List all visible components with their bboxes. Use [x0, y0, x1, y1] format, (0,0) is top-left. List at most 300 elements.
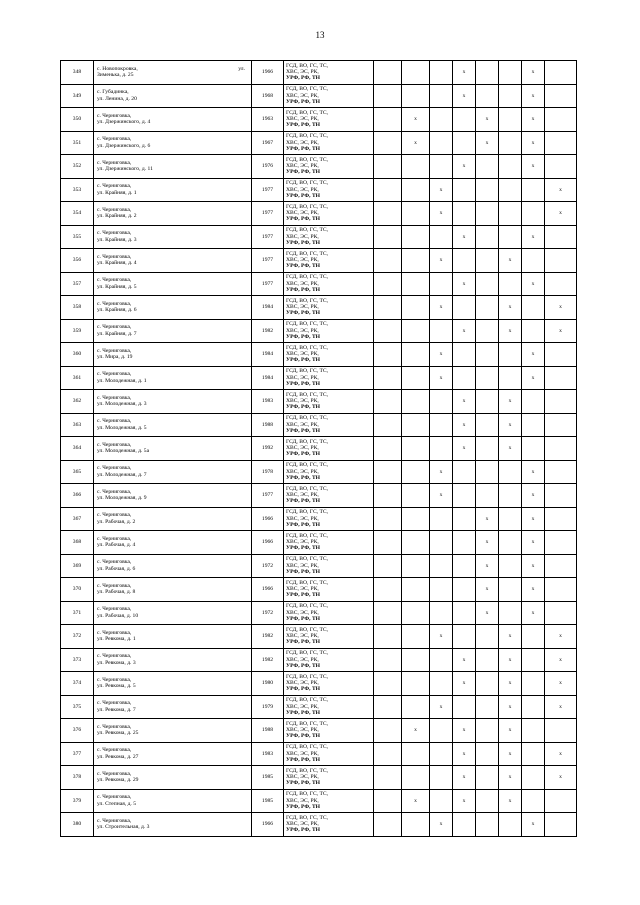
period-cell	[499, 131, 522, 155]
year-built: 1983	[252, 742, 284, 766]
period-cell	[374, 108, 402, 132]
table-row	[61, 484, 577, 508]
period-cell	[499, 84, 522, 108]
address-street: ул. Дзержинского, д. 11	[97, 166, 153, 173]
address-settlement-text: с. Черниговка,	[97, 559, 132, 566]
systems-line: УРФ, РФ, ТН	[286, 639, 321, 646]
systems-line: УРФ, РФ, ТН	[286, 427, 321, 434]
address-settlement-text: с. Черниговка,	[97, 747, 132, 754]
period-mark: х	[499, 319, 522, 343]
address-street: ул. Ревкома, д. 27	[97, 753, 139, 760]
year-built: 1966	[252, 507, 284, 531]
table-row	[61, 366, 577, 390]
period-cell	[545, 84, 577, 108]
period-mark: х	[522, 343, 545, 367]
address-settlement-text: с. Черниговка,	[97, 206, 132, 213]
systems-line: УРФ, РФ, ТН	[286, 310, 321, 317]
address-settlement-text: с. Черниговка,	[97, 418, 132, 425]
period-cell	[476, 390, 499, 414]
address-settlement-text: с. Черниговка,	[97, 347, 132, 354]
address-cell	[94, 178, 252, 202]
period-cell	[476, 484, 499, 508]
row-number: 354	[61, 202, 94, 226]
period-cell	[374, 61, 402, 85]
systems-line: ХВС, ЭС, РК,	[286, 727, 319, 734]
address-cell	[94, 554, 252, 578]
systems-line: ГСД, ВО, ГС, ТС,	[286, 180, 329, 187]
row-number: 363	[61, 413, 94, 437]
systems-line: ХВС, ЭС, РК,	[286, 750, 319, 757]
period-cell	[374, 155, 402, 179]
address-street: ул. Молодежная, д. 7	[97, 471, 147, 478]
period-mark: х	[453, 319, 476, 343]
period-cell	[402, 601, 430, 625]
systems-line: УРФ, РФ, ТН	[286, 333, 321, 340]
period-cell	[430, 789, 453, 813]
period-cell	[545, 813, 577, 837]
systems-list	[284, 437, 374, 461]
period-cell	[545, 554, 577, 578]
year-built: 1966	[252, 578, 284, 602]
table-row	[61, 178, 577, 202]
period-cell	[374, 296, 402, 320]
systems-line: ХВС, ЭС, РК,	[286, 139, 319, 146]
period-cell	[430, 272, 453, 296]
period-cell	[476, 413, 499, 437]
period-mark: х	[545, 296, 577, 320]
address-street: ул. Крайняя, д. 3	[97, 236, 137, 243]
period-cell	[476, 695, 499, 719]
period-cell	[545, 108, 577, 132]
period-cell	[402, 61, 430, 85]
table-row	[61, 601, 577, 625]
address-settlement-text: с. Черниговка,	[97, 136, 132, 143]
row-number: 372	[61, 625, 94, 649]
systems-line: ГСД, ВО, ГС, ТС,	[286, 203, 329, 210]
period-cell	[374, 272, 402, 296]
row-number: 378	[61, 766, 94, 790]
table-row	[61, 813, 577, 837]
systems-line: ХВС, ЭС, РК,	[286, 327, 319, 334]
period-cell	[430, 648, 453, 672]
address-cell	[94, 578, 252, 602]
systems-line: УРФ, РФ, ТН	[286, 827, 321, 834]
period-cell	[374, 554, 402, 578]
address-street: ул. Рабочая, д. 10	[97, 612, 139, 619]
table-row	[61, 413, 577, 437]
period-mark: х	[522, 131, 545, 155]
systems-line: УРФ, РФ, ТН	[286, 145, 321, 152]
systems-line: УРФ, РФ, ТН	[286, 380, 321, 387]
systems-list	[284, 296, 374, 320]
row-number: 370	[61, 578, 94, 602]
address-cell	[94, 437, 252, 461]
systems-line: УРФ, РФ, ТН	[286, 451, 321, 458]
systems-line: ГСД, ВО, ГС, ТС,	[286, 438, 329, 445]
period-cell	[499, 460, 522, 484]
address-cell	[94, 249, 252, 273]
row-number: 356	[61, 249, 94, 273]
period-cell	[374, 813, 402, 837]
period-cell	[402, 390, 430, 414]
year-built: 1984	[252, 296, 284, 320]
systems-line: УРФ, РФ, ТН	[286, 733, 321, 740]
period-cell	[402, 272, 430, 296]
systems-line: УРФ, РФ, ТН	[286, 357, 321, 364]
period-mark: х	[522, 507, 545, 531]
period-mark: х	[430, 296, 453, 320]
period-cell	[374, 131, 402, 155]
address-street: ул. Молодежная, д. 3	[97, 401, 147, 408]
address-street: ул. Рабочая, д. 8	[97, 589, 136, 596]
address-settlement-text: с. Черниговка,	[97, 300, 132, 307]
address-settlement-text: с. Черниговка,	[97, 676, 132, 683]
address-street: ул. Крайняя, д. 1	[97, 189, 137, 196]
period-cell	[499, 108, 522, 132]
address-cell	[94, 61, 252, 85]
table-row	[61, 249, 577, 273]
row-number: 376	[61, 719, 94, 743]
table-row	[61, 625, 577, 649]
address-street: ул. Степная, д. 5	[97, 800, 137, 807]
address-street: ул. Крайняя, д. 4	[97, 260, 137, 267]
address-cell	[94, 531, 252, 555]
systems-line: ГСД, ВО, ГС, ТС,	[286, 720, 329, 727]
systems-line: УРФ, РФ, ТН	[286, 239, 321, 246]
systems-line: ГСД, ВО, ГС, ТС,	[286, 791, 329, 798]
period-cell	[545, 272, 577, 296]
period-cell	[402, 672, 430, 696]
row-number: 379	[61, 789, 94, 813]
address-settlement-text: с. Черниговка,	[97, 183, 132, 190]
systems-list	[284, 343, 374, 367]
systems-line: ГСД, ВО, ГС, ТС,	[286, 250, 329, 257]
period-mark: х	[522, 366, 545, 390]
systems-line: УРФ, РФ, ТН	[286, 75, 321, 82]
period-cell	[499, 343, 522, 367]
period-cell	[402, 507, 430, 531]
period-mark: х	[522, 554, 545, 578]
address-street: ул. Ревкома, д. 25	[97, 730, 139, 737]
year-built: 1984	[252, 343, 284, 367]
year-built: 1977	[252, 178, 284, 202]
period-cell	[545, 366, 577, 390]
systems-list	[284, 554, 374, 578]
table-row	[61, 319, 577, 343]
address-cell	[94, 601, 252, 625]
address-street: ул. Ленина, д. 20	[97, 95, 137, 102]
address-settlement-text: с. Черниговка,	[97, 441, 132, 448]
period-mark: х	[430, 343, 453, 367]
period-mark: х	[499, 648, 522, 672]
period-cell	[476, 155, 499, 179]
address-cell	[94, 766, 252, 790]
systems-line: ХВС, ЭС, РК,	[286, 233, 319, 240]
address-street: ул. Молодежная, д. 5а	[97, 448, 150, 455]
row-number: 355	[61, 225, 94, 249]
period-cell	[430, 108, 453, 132]
address-cell	[94, 84, 252, 108]
address-street: ул. Рабочая, д. 4	[97, 542, 136, 549]
table-row	[61, 648, 577, 672]
address-cell	[94, 719, 252, 743]
period-mark: х	[453, 789, 476, 813]
table-row	[61, 108, 577, 132]
period-mark: х	[476, 531, 499, 555]
row-number: 357	[61, 272, 94, 296]
period-mark: х	[545, 766, 577, 790]
systems-line: УРФ, РФ, ТН	[286, 780, 321, 787]
period-cell	[453, 131, 476, 155]
period-cell	[402, 178, 430, 202]
address-street: ул. Ревкома, д. 29	[97, 777, 139, 784]
period-cell	[402, 366, 430, 390]
systems-line: УРФ, РФ, ТН	[286, 686, 321, 693]
period-cell	[476, 366, 499, 390]
systems-list	[284, 61, 374, 85]
period-mark: х	[499, 296, 522, 320]
period-cell	[545, 531, 577, 555]
period-cell	[522, 648, 545, 672]
address-street: ул. Молодежная, д. 5	[97, 424, 147, 431]
period-mark: х	[499, 249, 522, 273]
systems-line: ГСД, ВО, ГС, ТС,	[286, 462, 329, 469]
address-settlement-text: с. Черниговка,	[97, 394, 132, 401]
period-cell	[453, 531, 476, 555]
period-cell	[476, 672, 499, 696]
systems-line: УРФ, РФ, ТН	[286, 545, 321, 552]
period-cell	[522, 789, 545, 813]
period-mark: х	[430, 460, 453, 484]
period-mark: х	[499, 437, 522, 461]
year-built: 1977	[252, 484, 284, 508]
address-settlement-text: с. Черниговка,	[97, 723, 132, 730]
period-cell	[499, 507, 522, 531]
period-mark: х	[453, 272, 476, 296]
year-built: 1979	[252, 695, 284, 719]
period-cell	[545, 460, 577, 484]
systems-list	[284, 719, 374, 743]
row-number: 348	[61, 61, 94, 85]
systems-list	[284, 789, 374, 813]
period-cell	[430, 84, 453, 108]
period-mark: х	[476, 554, 499, 578]
year-built: 1963	[252, 108, 284, 132]
period-cell	[499, 225, 522, 249]
period-mark: х	[453, 413, 476, 437]
period-cell	[453, 625, 476, 649]
period-mark: х	[453, 766, 476, 790]
address-cell	[94, 507, 252, 531]
period-cell	[476, 225, 499, 249]
address-cell	[94, 695, 252, 719]
table-row	[61, 554, 577, 578]
systems-line: ГСД, ВО, ГС, ТС,	[286, 62, 329, 69]
systems-list	[284, 742, 374, 766]
period-cell	[453, 813, 476, 837]
address-street: ул. Молодежная, д. 9	[97, 495, 147, 502]
period-mark: х	[453, 61, 476, 85]
period-cell	[374, 178, 402, 202]
period-cell	[402, 554, 430, 578]
period-mark: х	[402, 789, 430, 813]
systems-line: ХВС, ЭС, РК,	[286, 186, 319, 193]
period-mark: х	[545, 625, 577, 649]
period-cell	[499, 484, 522, 508]
period-cell	[476, 648, 499, 672]
systems-line: УРФ, РФ, ТН	[286, 592, 321, 599]
address-street: ул. Мира, д. 19	[97, 354, 133, 361]
period-mark: х	[499, 625, 522, 649]
systems-list	[284, 366, 374, 390]
year-built: 1992	[252, 437, 284, 461]
year-built: 1988	[252, 413, 284, 437]
period-cell	[476, 296, 499, 320]
period-cell	[402, 343, 430, 367]
period-mark: х	[430, 625, 453, 649]
period-cell	[545, 249, 577, 273]
period-cell	[374, 601, 402, 625]
address-settlement-text: с. Черниговка,	[97, 324, 132, 331]
period-mark: х	[545, 202, 577, 226]
period-cell	[522, 625, 545, 649]
period-cell	[402, 625, 430, 649]
address-settlement-text: с. Черниговка,	[97, 629, 132, 636]
address-settlement-text: с. Черниговка,	[97, 488, 132, 495]
period-cell	[374, 202, 402, 226]
period-cell	[499, 813, 522, 837]
period-mark: х	[430, 695, 453, 719]
year-built: 1968	[252, 84, 284, 108]
period-cell	[402, 319, 430, 343]
systems-line: ХВС, ЭС, РК,	[286, 210, 319, 217]
systems-line: ХВС, ЭС, РК,	[286, 116, 319, 123]
period-mark: х	[522, 155, 545, 179]
systems-list	[284, 813, 374, 837]
period-cell	[545, 225, 577, 249]
table-row	[61, 61, 577, 85]
period-cell	[499, 178, 522, 202]
period-cell	[402, 437, 430, 461]
period-mark: х	[522, 484, 545, 508]
period-mark: х	[476, 131, 499, 155]
period-cell	[453, 460, 476, 484]
period-cell	[402, 766, 430, 790]
period-mark: х	[545, 178, 577, 202]
systems-line: ХВС, ЭС, РК,	[286, 398, 319, 405]
period-mark: х	[453, 437, 476, 461]
period-cell	[430, 531, 453, 555]
address-settlement-text: с. Черниговка,	[97, 277, 132, 284]
period-mark: х	[453, 672, 476, 696]
address-cell	[94, 366, 252, 390]
period-mark: х	[522, 601, 545, 625]
systems-list	[284, 202, 374, 226]
table-row	[61, 460, 577, 484]
year-built: 1985	[252, 789, 284, 813]
period-mark: х	[453, 84, 476, 108]
year-built: 1966	[252, 61, 284, 85]
systems-line: ХВС, ЭС, РК,	[286, 586, 319, 593]
systems-line: ГСД, ВО, ГС, ТС,	[286, 344, 329, 351]
period-cell	[545, 719, 577, 743]
address-settlement-text: с. Черниговка,	[97, 230, 132, 237]
address-street: ул. Крайняя, д. 7	[97, 330, 137, 337]
period-cell	[374, 366, 402, 390]
systems-line: УРФ, РФ, ТН	[286, 568, 321, 575]
address-settlement-text: с. Новопокровка,	[97, 65, 138, 72]
systems-list	[284, 578, 374, 602]
systems-list	[284, 319, 374, 343]
period-cell	[453, 108, 476, 132]
systems-list	[284, 601, 374, 625]
period-cell	[522, 695, 545, 719]
period-mark: х	[499, 672, 522, 696]
year-built: 1983	[252, 390, 284, 414]
period-cell	[476, 437, 499, 461]
systems-line: ГСД, ВО, ГС, ТС,	[286, 227, 329, 234]
row-number: 360	[61, 343, 94, 367]
period-mark: х	[499, 742, 522, 766]
systems-line: УРФ, РФ, ТН	[286, 404, 321, 411]
period-cell	[499, 61, 522, 85]
period-cell	[499, 578, 522, 602]
systems-list	[284, 648, 374, 672]
period-cell	[453, 695, 476, 719]
systems-line: ГСД, ВО, ГС, ТС,	[286, 133, 329, 140]
address-street: ул. Рабочая, д. 2	[97, 518, 136, 525]
row-number: 362	[61, 390, 94, 414]
period-cell	[430, 554, 453, 578]
period-cell	[476, 625, 499, 649]
period-mark: х	[476, 108, 499, 132]
systems-line: ХВС, ЭС, РК,	[286, 633, 319, 640]
period-cell	[374, 84, 402, 108]
period-cell	[374, 460, 402, 484]
period-mark: х	[499, 695, 522, 719]
period-cell	[374, 249, 402, 273]
period-cell	[522, 296, 545, 320]
year-built: 1982	[252, 625, 284, 649]
period-cell	[476, 460, 499, 484]
systems-line: ХВС, ЭС, РК,	[286, 821, 319, 828]
systems-line: ХВС, ЭС, РК,	[286, 562, 319, 569]
systems-line: УРФ, РФ, ТН	[286, 192, 321, 199]
systems-line: УРФ, РФ, ТН	[286, 662, 321, 669]
period-cell	[402, 84, 430, 108]
row-number: 375	[61, 695, 94, 719]
period-cell	[430, 390, 453, 414]
address-settlement-text: с. Черниговка,	[97, 465, 132, 472]
systems-line: ГСД, ВО, ГС, ТС,	[286, 509, 329, 516]
period-cell	[545, 601, 577, 625]
period-cell	[402, 695, 430, 719]
address-cell	[94, 789, 252, 813]
period-mark: х	[430, 366, 453, 390]
systems-line: ХВС, ЭС, РК,	[286, 257, 319, 264]
systems-line: ХВС, ЭС, РК,	[286, 703, 319, 710]
period-cell	[402, 202, 430, 226]
period-cell	[402, 813, 430, 837]
period-mark: х	[522, 460, 545, 484]
period-mark: х	[522, 578, 545, 602]
period-mark: х	[430, 178, 453, 202]
period-cell	[476, 813, 499, 837]
address-cell	[94, 225, 252, 249]
row-number: 365	[61, 460, 94, 484]
year-built: 1966	[252, 531, 284, 555]
systems-line: ХВС, ЭС, РК,	[286, 539, 319, 546]
